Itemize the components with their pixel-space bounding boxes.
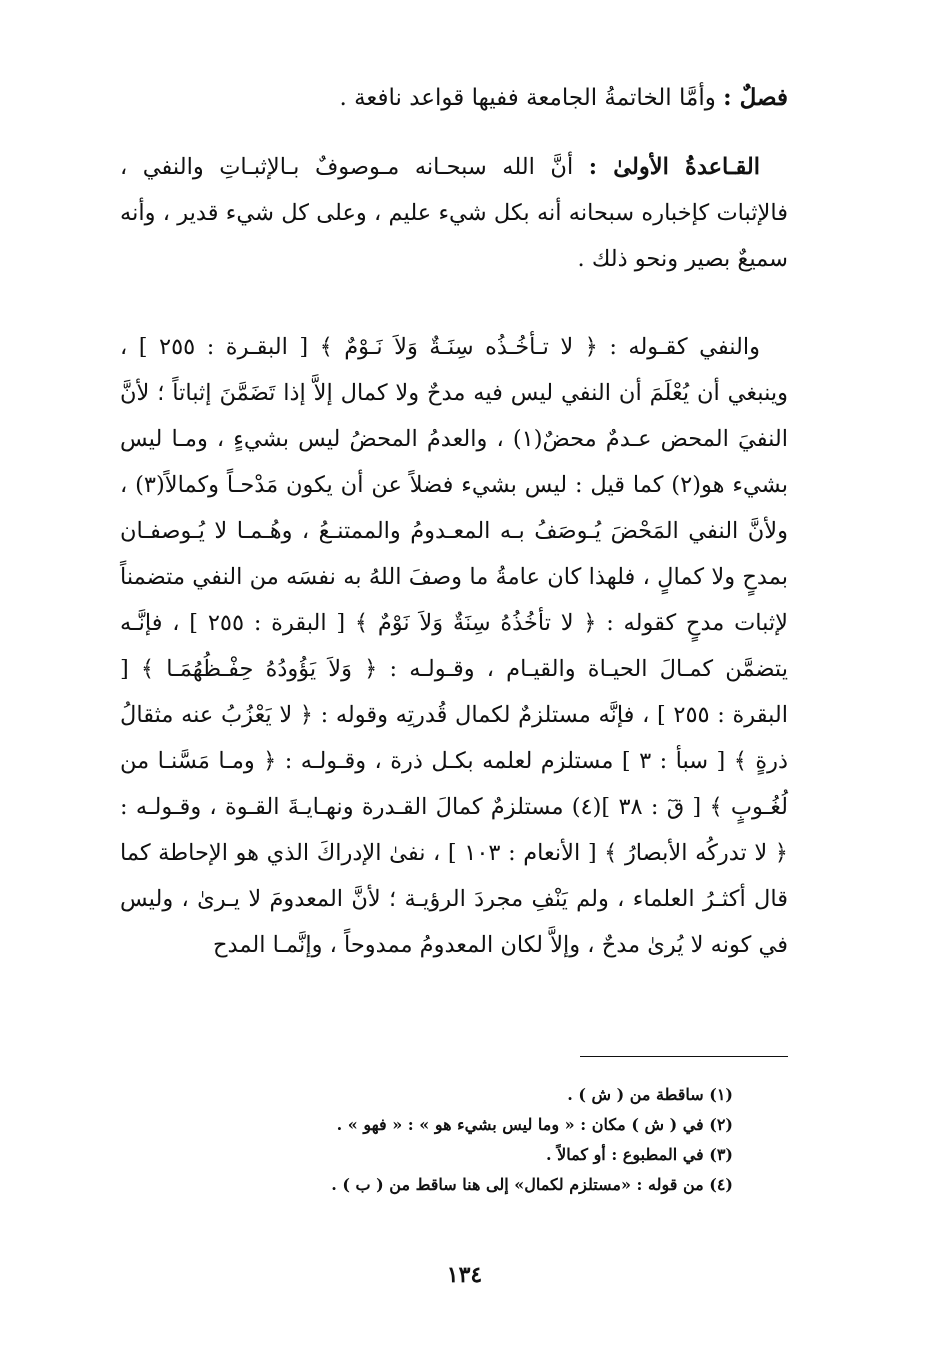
- rule-one-paragraph: [120, 144, 788, 282]
- section-text: وأمَّا الخاتمةُ الجامعة ففيها قواعد نافعة .: [339, 85, 724, 111]
- footnote-2: (٢) في ( ش ) مكان : « وما ليس بشيء هو » : « فهو » .: [336, 1115, 733, 1134]
- rule-one-lead: القـاعدةُ الأولىٰ :: [588, 154, 760, 180]
- footnotes: [331, 1080, 733, 1200]
- main-paragraph: والنفي كقـوله : ﴿ لا تـأخُـذُه سِنَـةٌ وَلاَ نَـوْمٌ ﴾ [ البقـرة : ٢٥٥ ] ، وينبغي أن يُعْلَمَ أن النفي ليس فيه مدحٌ ولا كمال إلاَّ إذا تَضَمَّنَ إثباتاً ؛ لأنَّ النفيَ المحض عـدمٌ محضٌ(١) ، والعدمُ المحضُ ليس بشيءٍ ، ومـا ليس بشيء هو(٢) كما قيل : ليس بشيء فضلاً عن أن يكون مَدْحـاً وكمالاً(٣) ، ولأنَّ النفي المَحْضَ يُـوصَفُ بـه المعـدومُ والممتنـعُ ، وهُـمـا لا يُـوصفـان بمدحٍ ولا كمالٍ ، فلهذا كان عامةُ ما وصفَ اللهُ به نفسَه من النفي متضمناً لإثبات مدحٍ كقوله : ﴿ لا تأخُذُهُ سِنَةٌ وَلاَ نَوْمٌ ﴾ [ البقرة : ٢٥٥ ] ، فإنَّـه يتضمَّن كمـالَ الحيـاة والقيـام ، وقـولـه : ﴿ وَلاَ يَؤُودُهُ حِفْـظُهُمَـا ﴾ [ البقرة : ٢٥٥ ] ، فإنَّه مستلزمٌ لكمال قُدرتِه وقوله : ﴿ لا يَعْزُبُ عنه مثقالُ ذرةٍ ﴾ [ سبأ : ٣ ] مستلزم لعلمه بكـل ذرة ، وقـولـه : ﴿ ومـا مَسَّنـا من لُغُـوبٍ ﴾ [ قٓ : ٣٨ ](٤) مستلزمٌ كمالَ القـدرة ونهـايـةَ القـوة ، وقـولـه : ﴿ لا تدركُه الأبصارُ ﴾ [ الأنعام : ١٠٣ ] ، نفىٰ الإدراكَ الذي هو الإحاطة كما قال أكثـرُ العلماء ، ولم يَنْفِ مجردَ الرؤيـة ؛ لأنَّ المعدومَ لا يـرىٰ ، وليس في كونه لا يُرىٰ مدحٌ ، وإلاَّ لكان المعدومُ ممدوحاً ، وإنَّمـا المدح: [120, 334, 789, 958]
- section-lead: فصلٌ :: [723, 84, 788, 111]
- section-heading: [120, 80, 788, 116]
- rule-one-text: أنَّ الله سبحـانه مـوصوفٌ بـالإثبـاتِ والنفي ، فالإثبات كإخباره سبحانه أنه بكل شيء عليم ، وعلى كل شيء قدير ، وأنه سميعٌ بصير ونحو ذلك .: [120, 154, 788, 272]
- footnote-4: (٤) من قوله : «مستلزم لكمال» إلى هنا ساقط من ( ب ) .: [331, 1175, 733, 1194]
- page-body: [120, 80, 788, 968]
- footnote-1: (١) ساقطة من ( ش ) .: [567, 1085, 733, 1104]
- page-number: ١٣٤: [446, 1262, 483, 1288]
- footnote-3: (٣) في المطبوع : أو كمالاً .: [546, 1145, 733, 1164]
- footnote-separator: [580, 1056, 788, 1057]
